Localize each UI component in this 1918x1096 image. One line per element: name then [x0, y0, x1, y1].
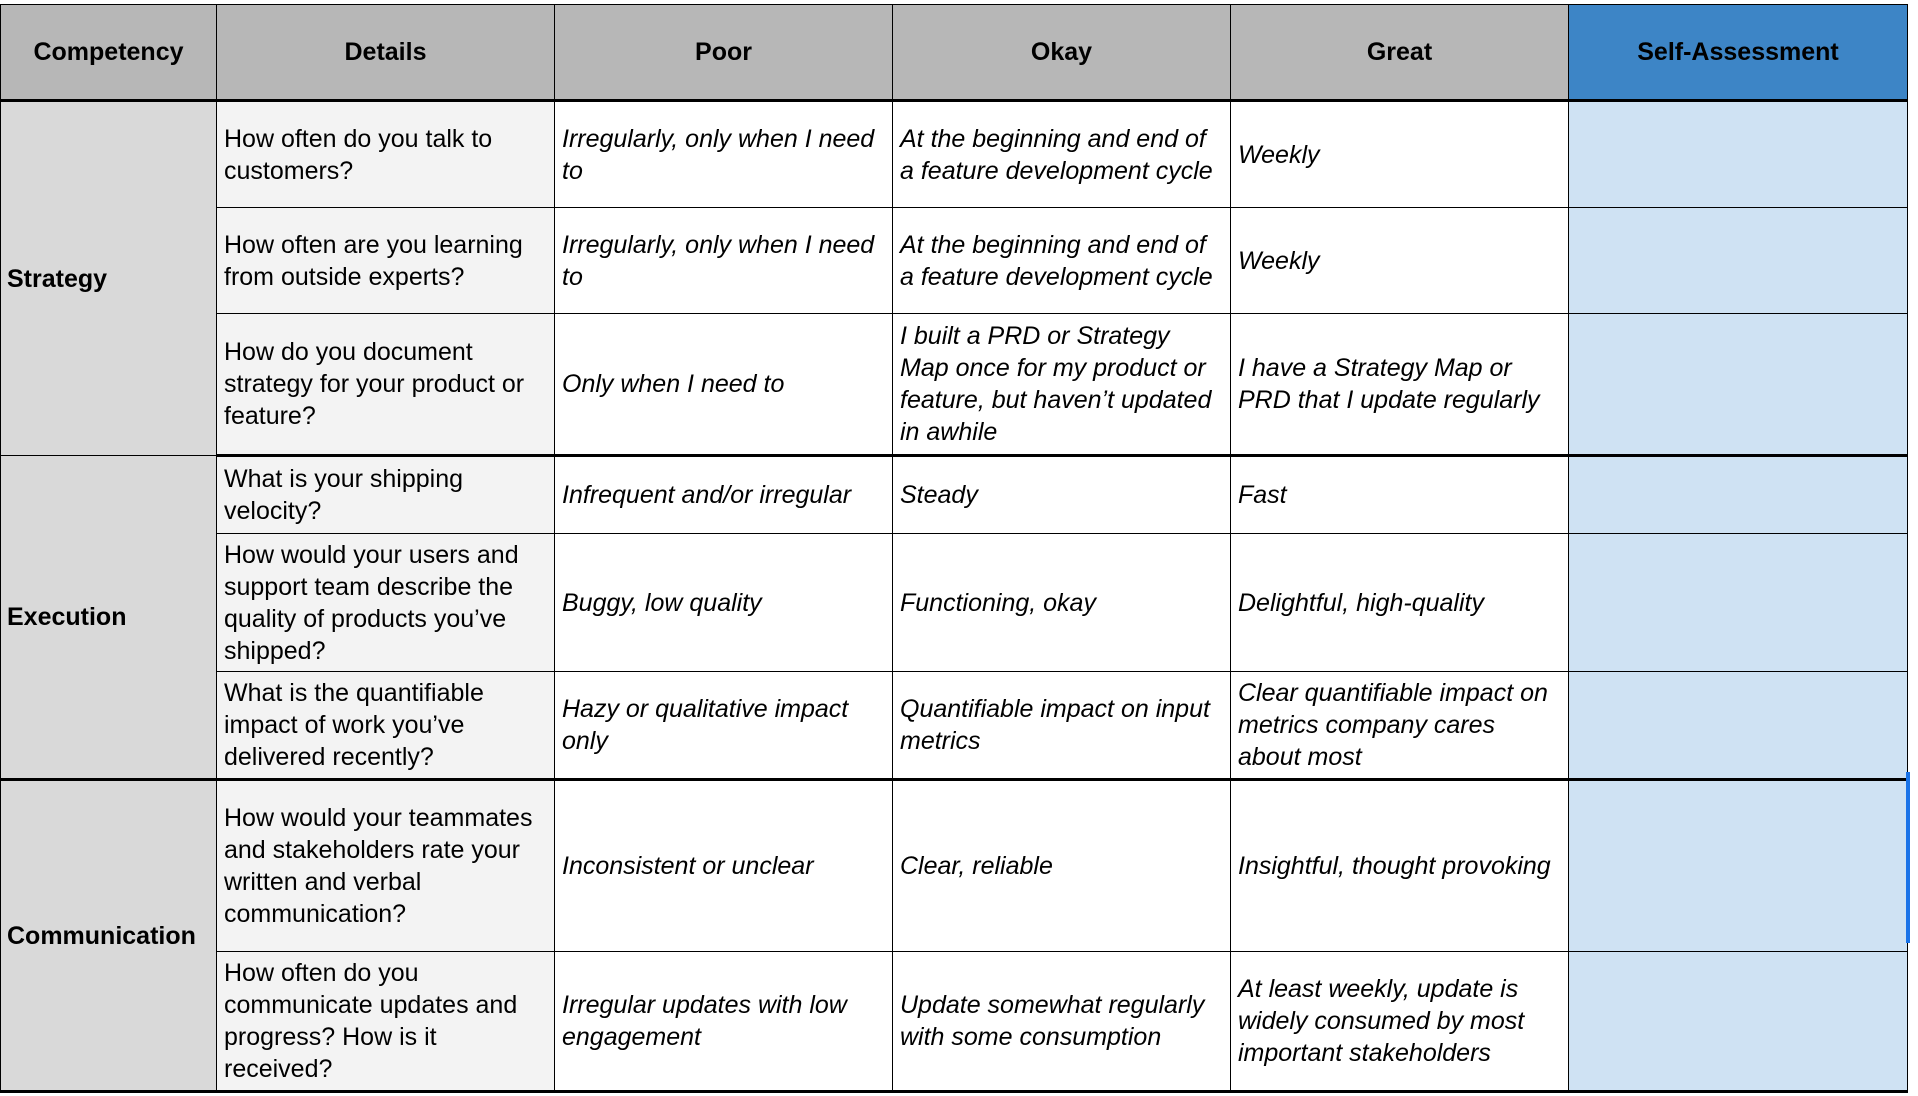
self-assessment-cell[interactable]	[1569, 672, 1908, 780]
header-great[interactable]: Great	[1231, 5, 1569, 101]
header-self-assessment[interactable]: Self-Assessment	[1569, 5, 1908, 101]
details-cell[interactable]: What is the quantifiable impact of work you’ve delivered recently?	[217, 672, 555, 780]
poor-cell[interactable]: Inconsistent or unclear	[555, 780, 893, 952]
table-row	[1, 780, 1908, 952]
great-cell[interactable]: I have a Strategy Map or PRD that I update regularly	[1231, 314, 1569, 456]
details-cell[interactable]: How do you document strategy for your product or feature?	[217, 314, 555, 456]
self-assessment-cell[interactable]	[1569, 456, 1908, 534]
self-assessment-cell[interactable]	[1569, 101, 1908, 208]
competency-table	[0, 4, 1908, 1093]
header-poor[interactable]: Poor	[555, 5, 893, 101]
okay-cell[interactable]: Steady	[893, 456, 1231, 534]
details-cell[interactable]: How often do you communicate updates and progress? How is it received?	[217, 952, 555, 1092]
poor-cell[interactable]: Infrequent and/or irregular	[555, 456, 893, 534]
details-cell[interactable]: How would your teammates and stakeholders rate your written and verbal communication?	[217, 780, 555, 952]
competency-cell-communication[interactable]: Communication	[1, 780, 217, 1092]
details-cell[interactable]: What is your shipping velocity?	[217, 456, 555, 534]
table-row	[1, 952, 1908, 1092]
okay-cell[interactable]: Functioning, okay	[893, 534, 1231, 672]
competency-cell-execution[interactable]: Execution	[1, 456, 217, 780]
table-row	[1, 534, 1908, 672]
table-row	[1, 314, 1908, 456]
okay-cell[interactable]: Quantifiable impact on input metrics	[893, 672, 1231, 780]
okay-cell[interactable]: I built a PRD or Strategy Map once for my product or feature, but haven’t updated in awhile	[893, 314, 1231, 456]
spreadsheet-grid	[0, 4, 1908, 1093]
self-assessment-cell[interactable]	[1569, 208, 1908, 314]
table-row	[1, 456, 1908, 534]
great-cell[interactable]: At least weekly, update is widely consumed by most important stakeholders	[1231, 952, 1569, 1092]
cell-selection-indicator	[1906, 772, 1910, 943]
great-cell[interactable]: Weekly	[1231, 101, 1569, 208]
table-row	[1, 208, 1908, 314]
details-cell[interactable]: How often do you talk to customers?	[217, 101, 555, 208]
okay-cell[interactable]: Update somewhat regularly with some consumption	[893, 952, 1231, 1092]
poor-cell[interactable]: Buggy, low quality	[555, 534, 893, 672]
details-cell[interactable]: How would your users and support team describe the quality of products you’ve shipped?	[217, 534, 555, 672]
poor-cell[interactable]: Irregularly, only when I need to	[555, 208, 893, 314]
table-row	[1, 672, 1908, 780]
great-cell[interactable]: Fast	[1231, 456, 1569, 534]
competency-cell-strategy[interactable]: Strategy	[1, 101, 217, 456]
details-cell[interactable]: How often are you learning from outside experts?	[217, 208, 555, 314]
poor-cell[interactable]: Only when I need to	[555, 314, 893, 456]
self-assessment-cell[interactable]	[1569, 780, 1908, 952]
self-assessment-cell[interactable]	[1569, 314, 1908, 456]
self-assessment-cell[interactable]	[1569, 534, 1908, 672]
poor-cell[interactable]: Irregular updates with low engagement	[555, 952, 893, 1092]
header-details[interactable]: Details	[217, 5, 555, 101]
okay-cell[interactable]: Clear, reliable	[893, 780, 1231, 952]
header-competency[interactable]: Competency	[1, 5, 217, 101]
okay-cell[interactable]: At the beginning and end of a feature development cycle	[893, 208, 1231, 314]
great-cell[interactable]: Insightful, thought provoking	[1231, 780, 1569, 952]
poor-cell[interactable]: Irregularly, only when I need to	[555, 101, 893, 208]
self-assessment-cell[interactable]	[1569, 952, 1908, 1092]
great-cell[interactable]: Weekly	[1231, 208, 1569, 314]
great-cell[interactable]: Clear quantifiable impact on metrics company cares about most	[1231, 672, 1569, 780]
header-okay[interactable]: Okay	[893, 5, 1231, 101]
table-row	[1, 101, 1908, 208]
great-cell[interactable]: Delightful, high-quality	[1231, 534, 1569, 672]
okay-cell[interactable]: At the beginning and end of a feature development cycle	[893, 101, 1231, 208]
header-row	[1, 5, 1908, 101]
poor-cell[interactable]: Hazy or qualitative impact only	[555, 672, 893, 780]
